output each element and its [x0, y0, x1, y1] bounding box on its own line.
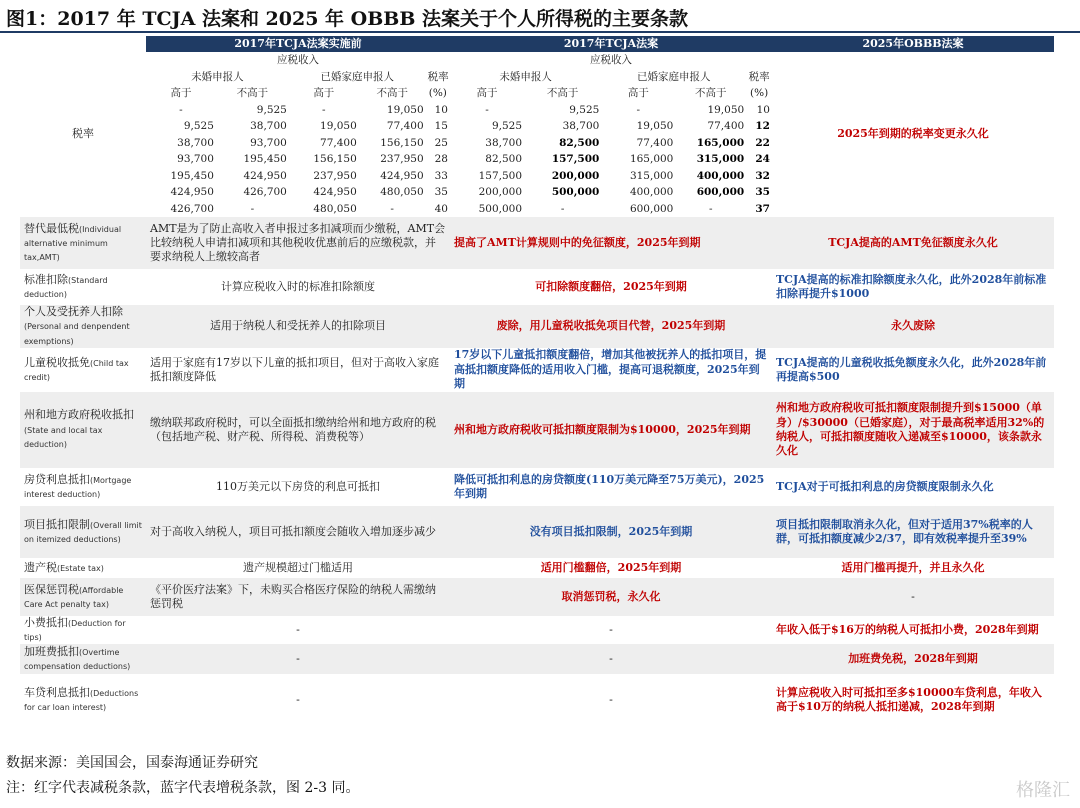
rate-bracket-row — [146, 118, 450, 135]
provision-label-cn: 个人及受抚养人扣除 — [24, 305, 123, 318]
rate-cell: 25 — [434, 136, 448, 149]
provision-row — [20, 578, 1054, 616]
provision-label-cn: 房贷利息抵扣 — [24, 472, 90, 486]
provision-row — [20, 348, 1054, 392]
threshold-cell: 19,050 — [636, 120, 674, 132]
threshold-cell: 424,950 — [243, 169, 287, 182]
threshold-cell: 400,000 — [696, 169, 745, 182]
provision-label-en: (Deduction for tips) — [24, 618, 126, 643]
pre2017-cell: - — [146, 616, 450, 645]
provision-label-cn: 项目抵扣限制 — [24, 517, 90, 531]
provision-label-en: (Deductions for car loan interest) — [24, 689, 139, 713]
threshold-cell: 19,050 — [707, 103, 745, 116]
provision-label — [20, 217, 146, 269]
rate-bracket-row — [450, 102, 772, 119]
provision-label-en: (Estate tax) — [57, 563, 104, 573]
threshold-cell: 426,700 — [243, 186, 287, 198]
provision-label-cn: 儿童税收抵免 — [24, 355, 90, 369]
threshold-cell: 82,500 — [559, 136, 600, 149]
provision-label — [20, 305, 146, 348]
threshold-cell: - — [636, 103, 641, 116]
threshold-cell: - — [560, 202, 565, 215]
pre2017-cell: AMT是为了防止高收入者申报过多扣减项而少缴税，AMT会比较纳税人申请扣减项和其他税收优惠前后的应缴税款，并要求纳税人上缴较高者 — [146, 217, 450, 269]
rate-label: 税率 — [748, 70, 770, 83]
threshold-cell: 500,000 — [478, 202, 523, 215]
obbb-cell: TCJA提高的标准扣除额度永久化，此外2028年前标准扣除再提升$1000 — [772, 269, 1054, 305]
threshold-cell: 400,000 — [629, 186, 674, 198]
pre2017-cell: 计算应税收入时的标准扣除额度 — [146, 269, 450, 305]
rate-unit-label: (%) — [750, 87, 769, 99]
rate-cell: 28 — [434, 153, 448, 165]
provision-label — [20, 616, 146, 645]
source-note: 数据来源：美国国会，国泰海通证券研究 — [6, 755, 258, 771]
pre2017-cell: 遗产规模超过门槛适用 — [146, 558, 450, 578]
rate-bracket-row — [146, 201, 450, 218]
provision-label-cn: 替代最低税 — [24, 221, 79, 235]
single-filer-label: 未婚申报人 — [191, 70, 244, 83]
obbb-cell: TCJA提高的儿童税收抵免额度永久化，此外2028年前再提高$500 — [772, 348, 1054, 392]
provision-label — [20, 558, 146, 578]
tcja-cell: 没有项目抵扣限制，2025年到期 — [450, 506, 772, 558]
tcja-cell: 降低可抵扣利息的房贷额度(110万美元降至75万美元)，2025年到期 — [450, 468, 772, 506]
above-label: 高于 — [476, 87, 498, 99]
threshold-cell: 315,000 — [696, 153, 745, 165]
threshold-cell: 93,700 — [250, 136, 287, 149]
provision-label-en: (Individual alternative minimum tax,AMT) — [24, 224, 122, 263]
threshold-cell: 9,525 — [256, 103, 287, 116]
threshold-cell: 38,700 — [485, 136, 523, 149]
not-above-label: 不高于 — [236, 87, 269, 99]
tcja-cell: 州和地方政府税收可抵扣额度限制为$10000，2025年到期 — [450, 392, 772, 468]
threshold-cell: 9,525 — [569, 103, 600, 116]
threshold-cell: 157,500 — [551, 153, 600, 165]
threshold-cell: 156,150 — [380, 136, 424, 149]
provision-label-en: (Child tax credit) — [24, 358, 129, 382]
pre2017-cell: 110万美元以下房贷的利息可抵扣 — [146, 468, 450, 506]
provision-row — [20, 269, 1054, 305]
rate-cell: 33 — [434, 169, 448, 182]
tcja-cell: 取消惩罚税，永久化 — [450, 578, 772, 616]
threshold-cell: 200,000 — [551, 169, 600, 182]
obbb-cell: 加班费免税，2028年到期 — [772, 644, 1054, 674]
pre2017-cell: 对于高收入纳税人，项目可抵扣额度会随收入增加逐步减少 — [146, 506, 450, 558]
threshold-cell: 480,050 — [380, 186, 424, 198]
pre2017-cell: - — [146, 674, 450, 726]
threshold-cell: 77,400 — [636, 136, 674, 149]
obbb-cell: 计算应税收入时可抵扣至多$10000车贷利息，年收入高于$10万的纳税人抵扣递减，2028年到期 — [772, 674, 1054, 726]
threshold-cell: 480,050 — [313, 202, 357, 215]
above-label: 高于 — [170, 87, 192, 99]
provision-label-en: (Overall limit on itemized deductions) — [24, 520, 142, 544]
above-label: 高于 — [313, 87, 335, 99]
provision-label-en: (Affordable Care Act penalty tax) — [24, 585, 124, 609]
obbb-cell: 适用门槛再提升，并且永久化 — [772, 558, 1054, 578]
threshold-cell: - — [322, 103, 326, 116]
income-label: 应税收入 — [277, 54, 319, 66]
provision-label — [20, 506, 146, 558]
threshold-cell: 9,525 — [491, 120, 523, 132]
provision-label-en: (State and local tax deduction) — [24, 425, 103, 450]
header-pre2017: 2017年TCJA法案实施前 — [146, 36, 450, 52]
threshold-cell: 424,950 — [313, 186, 357, 198]
footnote: 注：红字代表减税条款，蓝字代表增税条款，图 2-3 同。 — [6, 780, 360, 796]
rate-bracket-row — [146, 168, 450, 185]
rate-bracket-row — [450, 168, 772, 185]
provision-label-en: (Personal and denpendent exemptions) — [24, 322, 130, 346]
rate-bracket-row — [450, 184, 772, 201]
threshold-cell: 600,000 — [629, 202, 674, 215]
provision-label-cn: 遗产税 — [24, 560, 57, 574]
header-tcja: 2017年TCJA法案 — [450, 36, 772, 52]
provision-label-cn: 小费抵扣 — [24, 615, 68, 629]
header-row — [20, 36, 1054, 52]
rate-bracket-row — [450, 118, 772, 135]
header-obbb: 2025年OBBB法案 — [772, 36, 1054, 52]
rate-bracket-row — [450, 135, 772, 152]
threshold-cell: 77,400 — [707, 120, 745, 132]
rate-cell: 22 — [755, 136, 770, 149]
provision-row — [20, 558, 1054, 578]
threshold-cell: 38,700 — [177, 136, 214, 149]
threshold-cell: - — [485, 103, 489, 116]
tcja-rate-table — [450, 52, 772, 217]
tcja-cell: - — [450, 644, 772, 674]
tcja-cell: - — [450, 616, 772, 645]
obbb-cell: 州和地方政府税收可抵扣额度限制提升到$15000（单身）/$30000（已婚家庭），对于最高税率适用32%的纳税人，可抵扣额度随收入递减至$10000，该条款永久化 — [772, 392, 1054, 468]
threshold-cell: 38,700 — [562, 120, 600, 132]
rate-unit-label: (%) — [428, 87, 447, 99]
rate-cell: 24 — [755, 153, 770, 165]
tax-rate-row — [20, 52, 1054, 217]
rate-cell: 32 — [755, 169, 770, 182]
provision-label-cn: 州和地方政府税收抵扣 — [24, 408, 134, 422]
threshold-cell: - — [390, 202, 394, 215]
threshold-cell: 195,450 — [170, 169, 214, 182]
married-filer-label: 已婚家庭申报人 — [637, 70, 711, 83]
watermark-logo — [1016, 776, 1070, 802]
provision-label-cn: 标准扣除 — [24, 272, 68, 286]
not-above-label: 不高于 — [376, 87, 408, 99]
pre2017-cell: 《平价医疗法案》下，未购买合格医疗保险的纳税人需缴纳惩罚税 — [146, 578, 450, 616]
threshold-cell: - — [250, 202, 255, 215]
title-underline — [0, 31, 1080, 33]
provision-label — [20, 644, 146, 674]
rate-cell: 40 — [434, 202, 448, 215]
provision-label-en: (Overtime compensation deductions) — [24, 648, 131, 672]
rate-label: 税率 — [427, 70, 449, 83]
provision-row — [20, 506, 1054, 558]
pre2017-cell: 适用于纳税人和受抚养人的扣除项目 — [146, 305, 450, 348]
rate-cell: 10 — [434, 103, 448, 116]
obbb-cell: 项目抵扣限制取消永久化，但对于适用37%税率的人群，可抵扣额度减少2/37，即有效税率提升至39% — [772, 506, 1054, 558]
rate-bracket-row — [146, 135, 450, 152]
threshold-cell: 237,950 — [313, 169, 357, 182]
obbb-rate-text: 2025年到期的税率变更永久化 — [772, 52, 1054, 217]
provision-row — [20, 644, 1054, 674]
obbb-cell: 永久废除 — [772, 305, 1054, 348]
single-filer-label: 未婚申报人 — [499, 70, 552, 83]
threshold-cell: 77,400 — [386, 120, 424, 132]
threshold-cell: 195,450 — [243, 153, 287, 165]
obbb-cell: TCJA提高的AMT免征额度永久化 — [772, 217, 1054, 269]
provision-row — [20, 217, 1054, 269]
provision-label — [20, 392, 146, 468]
provision-row — [20, 392, 1054, 468]
rate-bracket-row — [146, 184, 450, 201]
provision-label — [20, 674, 146, 726]
provision-label-cn: 医保惩罚税 — [24, 582, 79, 596]
not-above-label: 不高于 — [546, 87, 579, 99]
tax-rate-label: 税率 — [20, 52, 146, 217]
threshold-cell: 93,700 — [177, 153, 214, 165]
threshold-cell: 157,500 — [478, 169, 523, 182]
rate-cell: 35 — [755, 186, 770, 198]
rate-cell: 35 — [434, 186, 448, 198]
threshold-cell: 200,000 — [478, 186, 523, 198]
threshold-cell: 19,050 — [386, 103, 424, 116]
tcja-cell: 适用门槛翻倍，2025年到期 — [450, 558, 772, 578]
threshold-cell: 424,950 — [170, 186, 214, 198]
watermark-text: 格隆汇 — [1016, 780, 1070, 801]
provision-label-cn: 车贷利息抵扣 — [24, 686, 90, 700]
provision-row — [20, 468, 1054, 506]
figure-title: 图1：2017 年 TCJA 法案和 2025 年 OBBB 法案关于个人所得税的主要条款 — [6, 8, 689, 30]
married-filer-label: 已婚家庭申报人 — [320, 70, 394, 83]
threshold-cell: - — [708, 202, 713, 215]
threshold-cell: 9,525 — [183, 120, 214, 132]
threshold-cell: 38,700 — [250, 120, 287, 132]
provision-label-en: (Standard deduction) — [24, 275, 108, 299]
obbb-cell: 年收入低于$16万的纳税人可抵扣小费，2028年到期 — [772, 616, 1054, 645]
threshold-cell: 600,000 — [696, 186, 745, 198]
income-label: 应税收入 — [590, 54, 632, 66]
threshold-cell: 500,000 — [551, 186, 600, 198]
rate-cell: 15 — [434, 120, 448, 132]
pre2017-cell: 缴纳联邦政府税时，可以全面抵扣缴纳给州和地方政府的税（包括地产税、财产税、所得税、消费税等） — [146, 392, 450, 468]
threshold-cell: - — [179, 103, 183, 116]
threshold-cell: 82,500 — [485, 153, 523, 165]
rate-cell: 12 — [755, 120, 770, 132]
tax-provisions-table — [20, 36, 1054, 726]
threshold-cell: 165,000 — [696, 136, 745, 149]
rate-bracket-row — [146, 151, 450, 168]
pre2017-cell: - — [146, 644, 450, 674]
threshold-cell: 237,950 — [380, 153, 424, 165]
provision-label-cn: 加班费抵扣 — [24, 645, 79, 659]
provision-label-en: (Mortgage interest deduction) — [24, 475, 132, 499]
provision-label — [20, 578, 146, 616]
pre2017-rate-table — [146, 52, 450, 217]
rate-cell: 10 — [756, 103, 770, 116]
threshold-cell: 156,150 — [313, 153, 357, 165]
threshold-cell: 19,050 — [320, 120, 357, 132]
provision-label — [20, 269, 146, 305]
tcja-cell: 提高了AMT计算规则中的免征额度，2025年到期 — [450, 217, 772, 269]
above-label: 高于 — [627, 87, 649, 99]
provision-row — [20, 674, 1054, 726]
rate-bracket-row — [450, 151, 772, 168]
rate-bracket-row — [450, 201, 772, 218]
threshold-cell: 77,400 — [320, 136, 357, 149]
obbb-cell: - — [772, 578, 1054, 616]
tcja-cell: 废除，用儿童税收抵免项目代替，2025年到期 — [450, 305, 772, 348]
provision-label — [20, 468, 146, 506]
threshold-cell: 426,700 — [170, 202, 214, 215]
provision-row — [20, 616, 1054, 645]
threshold-cell: 315,000 — [629, 169, 674, 182]
provision-row — [20, 305, 1054, 348]
pre2017-cell: 适用于家庭有17岁以下儿童的抵扣项目，但对于高收入家庭抵扣额度降低 — [146, 348, 450, 392]
threshold-cell: 165,000 — [629, 153, 674, 165]
obbb-cell: TCJA对于可抵扣利息的房贷额度限制永久化 — [772, 468, 1054, 506]
rate-cell: 37 — [755, 202, 770, 215]
tcja-cell: - — [450, 674, 772, 726]
threshold-cell: 424,950 — [380, 169, 424, 182]
rate-bracket-row — [146, 102, 450, 119]
tcja-cell: 可扣除额度翻倍，2025年到期 — [450, 269, 772, 305]
provision-label — [20, 348, 146, 392]
tcja-cell: 17岁以下儿童抵扣额度翻倍，增加其他被抚养人的抵扣项目，提高抵扣额度降低的适用收入门槛，提高可退税额度，2025年到期 — [450, 348, 772, 392]
not-above-label: 不高于 — [695, 87, 727, 99]
